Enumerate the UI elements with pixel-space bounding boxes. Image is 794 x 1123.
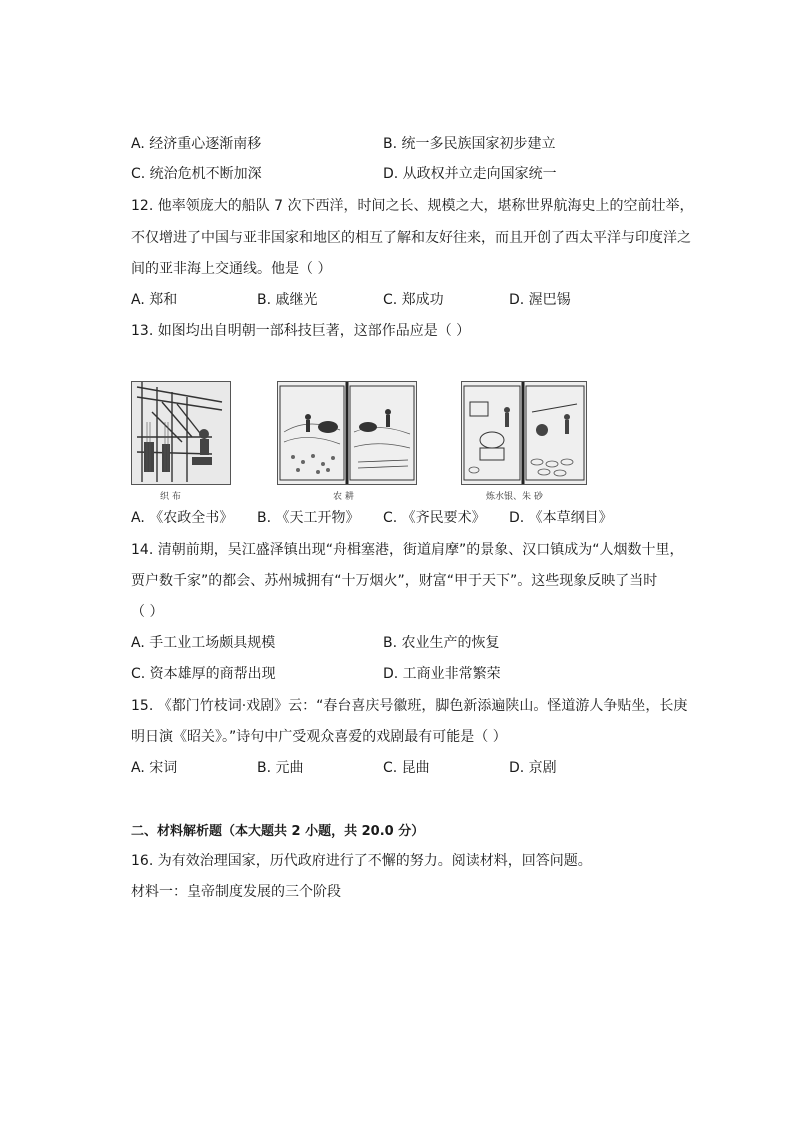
q11-option-d: D. 从政权并立走向国家统一: [383, 166, 557, 182]
weaving-caption: 织 布: [160, 492, 181, 502]
q13-text-line: 13. 如图均出自明朝一部科技巨著，这部作品应是（ ）: [131, 323, 471, 339]
section-heading: 二、材料解析题（本大题共 2 小题，共 20.0 分）: [131, 824, 425, 839]
q14-text-line: 贾户数千家”的都会、苏州城拥有“十万烟火”，财富“甲于天下”。这些现象反映了当时: [131, 573, 658, 589]
q15-text-line: 15. 《都门竹枝词·戏剧》云：“春台喜庆号徽班，脚色新添遍陕山。怪道游人争贴坐，长庚: [131, 698, 688, 714]
q16-text-line: 16. 为有效治理国家，历代政府进行了不懈的努力。阅读材料，回答问题。: [131, 853, 592, 869]
mercury-refining-illustration: [461, 381, 587, 485]
q12-option-a: A. 郑和: [131, 292, 178, 308]
q16-material-label: 材料一：皇帝制度发展的三个阶段: [131, 884, 341, 900]
q13-option-d: D. 《本草纲目》: [509, 510, 613, 526]
weaving-illustration: [131, 381, 231, 485]
q11-option-c: C. 统治危机不断加深: [131, 166, 262, 182]
q13-option-b: B. 《天工开物》: [257, 510, 360, 526]
q14-text-line: （ ）: [131, 604, 164, 620]
q14-option-d: D. 工商业非常繁荣: [383, 666, 501, 682]
q15-text-line: 明日演《昭关》。”诗句中广受观众喜爱的戏剧最有可能是（ ）: [131, 729, 507, 745]
q12-option-c: C. 郑成功: [383, 292, 444, 308]
q15-option-d: D. 京剧: [509, 760, 557, 776]
q14-text-line: 14. 清朝前期，吴江盛泽镇出现“舟楫塞港，街道肩摩”的景象、汉口镇成为“人烟数十里，: [131, 542, 684, 558]
q15-option-a: A. 宋词: [131, 760, 178, 776]
q13-option-a: A. 《农政全书》: [131, 510, 234, 526]
q12-text-line: 不仅增进了中国与亚非国家和地区的相互了解和友好往来，而且开创了西太平洋与印度洋之: [131, 230, 691, 246]
q14-option-a: A. 手工业工场颇具规模: [131, 635, 276, 651]
q11-option-b: B. 统一多民族国家初步建立: [383, 136, 556, 152]
q12-option-b: B. 戚继光: [257, 292, 318, 308]
q15-option-c: C. 昆曲: [383, 760, 430, 776]
farming-caption: 农 耕: [333, 492, 354, 502]
q13-option-c: C. 《齐民要术》: [383, 510, 486, 526]
q15-option-b: B. 元曲: [257, 760, 304, 776]
q12-text-line: 12. 他率领庞大的船队 7 次下西洋，时间之长、规模之大，堪称世界航海史上的空前壮举，: [131, 198, 694, 214]
q14-option-c: C. 资本雄厚的商帮出现: [131, 666, 276, 682]
mercury-refining-caption: 炼水银、朱 砂: [486, 492, 543, 502]
q14-option-b: B. 农业生产的恢复: [383, 635, 500, 651]
q11-option-a: A. 经济重心逐渐南移: [131, 136, 262, 152]
q12-text-line: 间的亚非海上交通线。他是（ ）: [131, 261, 332, 277]
farming-illustration: [277, 381, 417, 485]
q12-option-d: D. 渥巴锡: [509, 292, 571, 308]
